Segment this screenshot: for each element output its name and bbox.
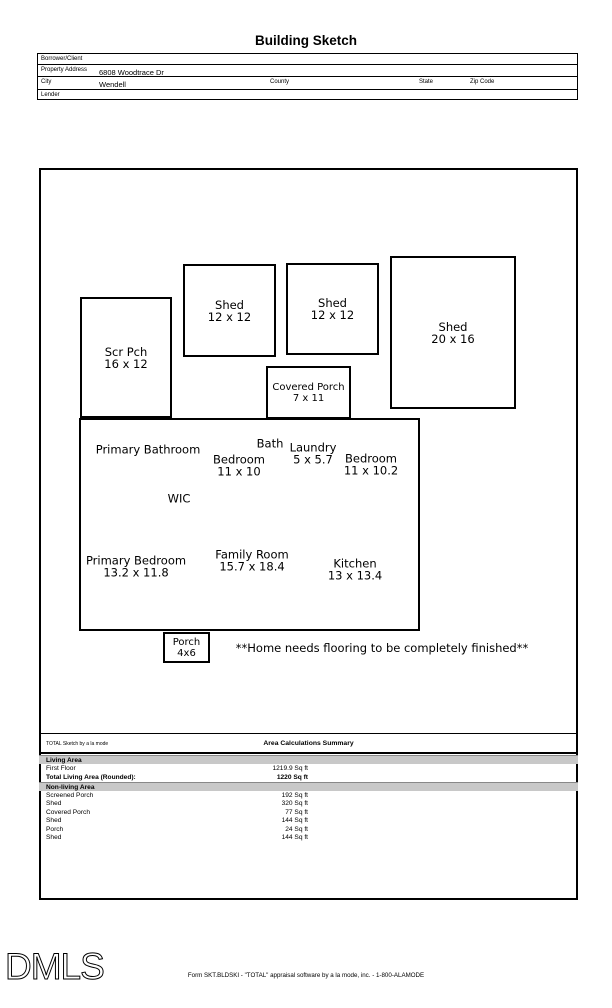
shed1-box — [183, 264, 276, 357]
kitchen-name: Kitchen — [333, 556, 377, 571]
shed-large-box — [390, 256, 516, 409]
property-address-label: Property Address — [41, 67, 88, 73]
nonliving-row-label: Porch — [46, 825, 64, 833]
city-label: City — [41, 79, 52, 85]
bedroom1-dims: 11 x 10 — [217, 464, 261, 478]
kitchen-label — [327, 556, 383, 582]
nonliving-row-value: 24 Sq ft — [285, 825, 308, 833]
screened-porch-dims: 16 x 12 — [104, 356, 148, 371]
city-row — [38, 77, 577, 90]
nonliving-row-value: 144 Sq ft — [281, 817, 308, 824]
shed1-name: Shed — [215, 297, 244, 312]
shed1-dims: 12 x 12 — [207, 309, 252, 324]
shed-large-name: Shed — [438, 319, 468, 334]
dmls-logo: DMLS — [5, 946, 104, 987]
laundry-dims: 5 x 5.7 — [293, 452, 333, 466]
primary-bedroom-dims: 13.2 x 11.8 — [103, 565, 169, 579]
porch-box — [163, 632, 210, 663]
kitchen-dims: 13 x 13.4 — [327, 568, 383, 582]
property-info-table — [37, 53, 578, 100]
table-row — [39, 833, 578, 842]
total-living-area-label: Total Living Area (Rounded): — [46, 773, 136, 781]
screened-porch-box — [80, 297, 172, 418]
laundry-name: Laundry — [289, 440, 337, 455]
summary-top-divider — [39, 733, 578, 734]
shed2-name: Shed — [318, 296, 347, 310]
family-room-label — [215, 547, 289, 573]
nonliving-area-header: Non-living Area — [46, 783, 95, 791]
state-label: State — [419, 79, 434, 85]
zip-code-label: Zip Code — [470, 79, 495, 85]
nonliving-row-label: Shed — [46, 834, 62, 841]
shed-large-dims: 20 x 16 — [431, 331, 475, 346]
nonliving-row-value: 144 Sq ft — [281, 834, 308, 841]
total-living-area-value: 1220 Sq ft — [276, 773, 308, 781]
primary-bedroom-label — [85, 553, 187, 579]
lender-row — [38, 90, 577, 101]
bedroom2-name: Bedroom — [344, 451, 398, 466]
city-value: Wendell — [99, 79, 126, 89]
nonliving-row-value: 320 Sq ft — [281, 800, 308, 807]
nonliving-row-value: 77 Sq ft — [285, 808, 308, 816]
nonliving-row-label: Covered Porch — [46, 808, 90, 816]
bedroom2-dims: 11 x 10.2 — [343, 463, 399, 477]
nonliving-row-label: Screened Porch — [46, 791, 94, 799]
property-address-row — [38, 65, 577, 77]
shed2-dims: 12 x 12 — [310, 308, 355, 322]
footer-form-id: Form SKT.BLDSKI - "TOTAL" appraisal software by a la mode, inc. - 1-800-ALAMODE — [187, 972, 425, 979]
first-floor-label: First Floor — [46, 765, 76, 772]
porch-name: Porch — [172, 636, 201, 648]
covered-porch-box — [266, 366, 351, 419]
flooring-note: **Home needs flooring to be completely finished** — [235, 641, 529, 655]
nonliving-area-header-row — [39, 782, 578, 791]
summary-title: Area Calculations Summary — [263, 740, 354, 747]
nonliving-row-label: Shed — [46, 800, 62, 807]
nonliving-row-label: Shed — [46, 817, 62, 824]
page-title: Building Sketch — [254, 33, 357, 48]
living-area-header-row — [39, 755, 578, 764]
nonliving-row-value: 192 Sq ft — [281, 791, 308, 799]
bedroom2-label — [343, 451, 399, 477]
bedroom1-name: Bedroom — [212, 452, 266, 467]
laundry-label — [289, 440, 337, 466]
family-room-dims: 15.7 x 18.4 — [219, 559, 285, 573]
borrower-row — [38, 54, 577, 65]
shed2-box — [286, 263, 379, 355]
first-floor-value: 1219.9 Sq ft — [272, 765, 308, 772]
primary-bathroom-label: Primary Bathroom — [95, 442, 201, 457]
porch-dims: 4x6 — [177, 647, 196, 659]
bedroom1-label — [212, 452, 266, 478]
summary-branding: TOTAL Sketch by a la mode — [46, 741, 109, 747]
family-room-name: Family Room — [215, 547, 289, 562]
wic-label: WIC — [167, 491, 191, 506]
property-address-value: 6808 Woodtrace Dr — [99, 67, 164, 77]
lender-label: Lender — [41, 91, 60, 98]
summary-thick-divider — [39, 752, 578, 755]
borrower-label: Borrower/Client — [41, 56, 83, 62]
bath-label: Bath — [256, 436, 284, 451]
primary-bedroom-name: Primary Bedroom — [85, 553, 187, 568]
screened-porch-name: Scr Pch — [104, 344, 148, 359]
county-label: County — [270, 79, 290, 85]
covered-porch-dims: 7 x 11 — [292, 392, 325, 404]
total-living-area-row — [39, 773, 578, 782]
living-area-header: Living Area — [46, 757, 82, 764]
covered-porch-name: Covered Porch — [272, 381, 345, 393]
